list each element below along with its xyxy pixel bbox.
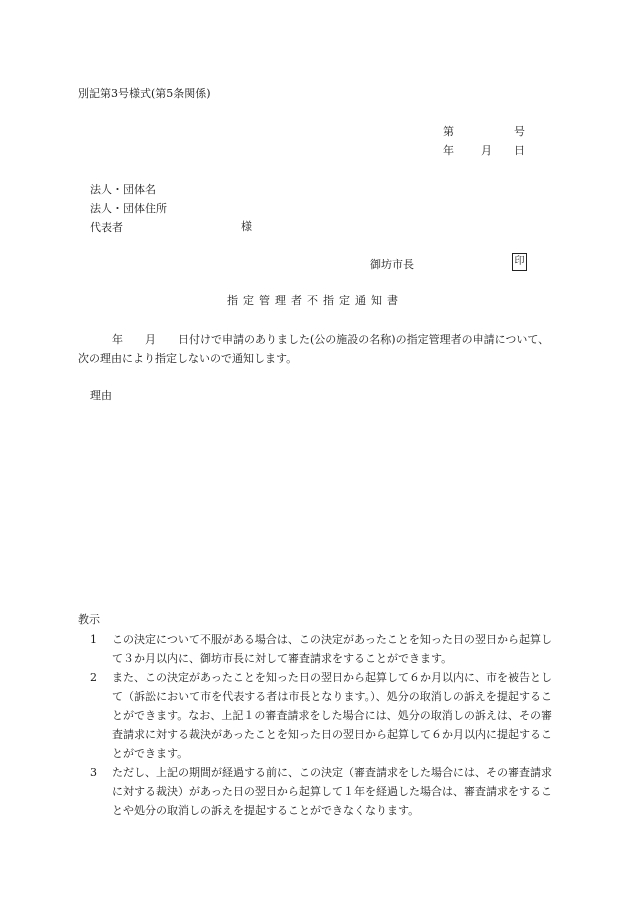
document-title: 指定管理者不指定通知書	[227, 294, 403, 307]
notice-item-text: また、この決定があったことを知った日の翌日から起算して６か月以内に、市を被告として（訴訟において市を代表する者は市長となります。）、処分の取消しの訴えを提起することができます。なお、上記１の審査請求をした場合には、処分の取消しの訴えは、その審査請求に対する裁決があったことを知った日の翌日から起算して６か月以内に提起することができます。	[112, 671, 552, 760]
form-label: 別記第3号様式(第5条関係)	[78, 87, 211, 100]
corp-name-label: 法人・団体名	[90, 183, 156, 196]
notice-list	[90, 630, 552, 820]
notice-item-number: 3	[90, 766, 97, 779]
corp-address-label: 法人・団体住所	[90, 202, 167, 215]
issuer-name: 御坊市長	[370, 258, 414, 271]
notice-item	[90, 668, 552, 763]
date-month: 月	[481, 144, 492, 157]
notice-item-text: ただし、上記の期間が経過する前に、この決定（審査請求をした場合には、その審査請求に対する裁決）があった日の翌日から起算して１年を経過した場合は、審査請求をすることや処分の取消しの訴えを提起することができなくなります。	[112, 766, 552, 817]
body-paragraph	[78, 330, 552, 368]
honorific: 様	[241, 220, 252, 233]
notice-item-text: この決定について不服がある場合は、この決定があったことを知った日の翌日から起算して３か月以内に、御坊市長に対して審査請求をすることができます。	[112, 633, 552, 665]
representative-label: 代表者	[90, 221, 123, 234]
document-number	[443, 123, 525, 139]
reason-label: 理由	[90, 389, 112, 402]
notice-item	[90, 630, 552, 668]
document-number-prefix: 第	[443, 125, 454, 138]
notice-item	[90, 763, 552, 820]
body-month: 月	[145, 333, 156, 346]
body-year: 年	[112, 333, 123, 346]
document-number-suffix: 号	[514, 125, 525, 138]
seal-stamp: 印	[512, 253, 527, 271]
notice-item-number: 2	[90, 671, 97, 684]
notice-label: 教示	[78, 613, 100, 626]
addressee-block	[90, 180, 167, 237]
date-year: 年	[443, 144, 454, 157]
date-day: 日	[514, 144, 525, 157]
notice-item-number: 1	[90, 633, 97, 646]
body-text: 日付けで申請のありました(公の施設の名称)の指定管理者の申請について、次の理由により指定しないので通知します。	[78, 333, 550, 365]
